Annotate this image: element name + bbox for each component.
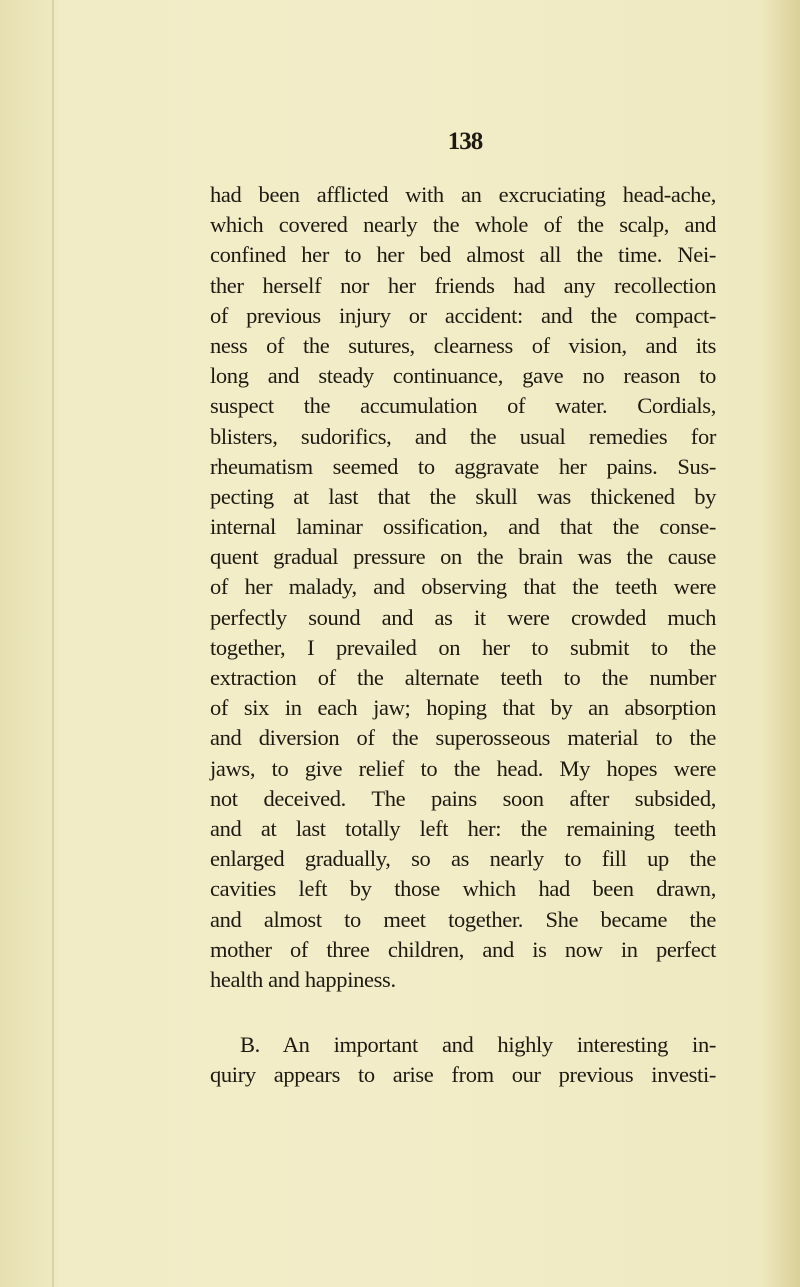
text-line: health and happiness. bbox=[210, 966, 396, 992]
text-line: jaws, to give relief to the head. My hopes were bbox=[210, 755, 716, 781]
text-line: pecting at last that the skull was thickened by bbox=[210, 483, 716, 509]
text-line: of her malady, and observing that the teeth were bbox=[210, 574, 716, 600]
text-line: quiry appears to arise from our previous investi- bbox=[210, 1062, 716, 1088]
text-line: enlarged gradually, so as nearly to fill up the bbox=[210, 846, 716, 872]
text-line: together, I prevailed on her to submit to the bbox=[210, 634, 716, 660]
page-number: 138 bbox=[447, 128, 483, 155]
text-line: cavities left by those which had been drawn, bbox=[210, 876, 716, 902]
text-line: not deceived. The pains soon after subsided, bbox=[210, 785, 716, 811]
text-line: long and steady continuance, gave no reason to bbox=[210, 363, 716, 389]
text-line: ness of the sutures, clearness of vision, and its bbox=[210, 332, 716, 358]
text-line: confined her to her bed almost all the time. Nei- bbox=[210, 242, 716, 268]
text-line: rheumatism seemed to aggravate her pains. Sus- bbox=[210, 453, 716, 479]
paragraph-1 bbox=[210, 180, 716, 995]
page-gutter-shadow bbox=[52, 0, 54, 1287]
text-line: ther herself nor her friends had any recollection bbox=[210, 272, 716, 298]
text-line: of previous injury or accident: and the compact- bbox=[210, 302, 716, 328]
text-line: and diversion of the superosseous material to the bbox=[210, 725, 716, 751]
paragraph-gap bbox=[210, 995, 716, 1030]
text-line: suspect the accumulation of water. Cordials, bbox=[210, 393, 716, 419]
text-line: blisters, sudorifics, and the usual remedies for bbox=[210, 423, 716, 449]
text-line: mother of three children, and is now in perfect bbox=[210, 936, 716, 962]
text-line: extraction of the alternate teeth to the number bbox=[210, 665, 716, 690]
text-line: perfectly sound and as it were crowded much bbox=[210, 604, 716, 630]
paragraph-2 bbox=[210, 1030, 716, 1090]
text-line: B. An important and highly interesting in- bbox=[240, 1032, 716, 1058]
text-line: quent gradual pressure on the brain was the cause bbox=[210, 544, 716, 570]
text-line: and at last totally left her: the remaining teeth bbox=[210, 815, 716, 841]
body-text bbox=[210, 180, 716, 1090]
text-line: had been afflicted with an excruciating head-ache, bbox=[210, 182, 716, 207]
text-line: of six in each jaw; hoping that by an absorption bbox=[210, 695, 716, 721]
text-line: and almost to meet together. She became the bbox=[210, 906, 716, 932]
text-line: which covered nearly the whole of the scalp, and bbox=[210, 212, 716, 238]
text-line: internal laminar ossification, and that the conse- bbox=[210, 514, 716, 540]
